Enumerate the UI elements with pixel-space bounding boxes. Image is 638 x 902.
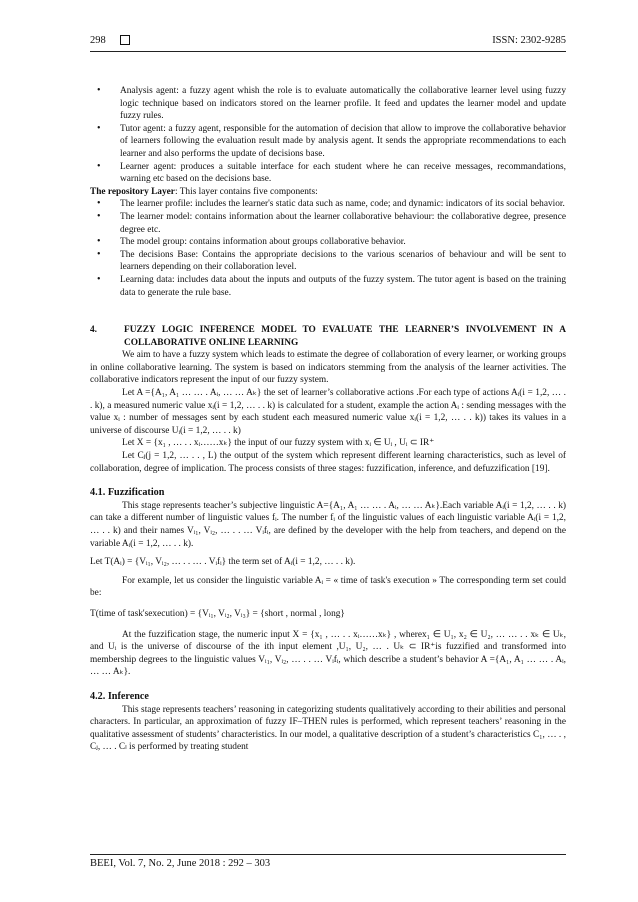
repository-text: : This layer contains five components:	[174, 186, 318, 197]
header-rule	[90, 51, 566, 52]
running-footer: BEEI, Vol. 7, No. 2, June 2018 : 292 – 303	[90, 858, 271, 869]
section-number: 4.	[90, 325, 98, 336]
subsection-4-2-heading: 4.2. Inference	[90, 690, 149, 702]
list-item: • Tutor agent: a fuzzy agent, responsible for the automation of decision that allow to improve the collaborative behavior of learners following the evaluation result made by analysis agent. It sends the appropriate recommendations to each learner and also performs the update of decisions base.	[90, 123, 566, 161]
list-item: • Learning data: includes data about the inputs and outputs of the fuzzy system. The tutor agent is based on the training data to generate the rule base.	[90, 274, 566, 299]
list-item: • Analysis agent: a fuzzy agent whish the role is to evaluate automatically the collaborative learner level using fuzzy logic technique based on indicators stored on the learner profile. It feed and updates the learner model and update fuzzy rules.	[90, 85, 566, 123]
paragraph: We aim to have a fuzzy system which leads to estimate the degree of collaboration of every learner, or working groups in online collaborative learning. The system is based on indicators stemming from the analysis of the learner activities. The collaborative indicators represent the input of our fuzzy system.	[90, 350, 566, 386]
paragraph: For example, let us consider the linguistic variable Aᵢ = « time of task's execution » The corresponding term set could be:	[90, 575, 566, 599]
footer-rule	[90, 854, 566, 855]
paragraph: Let T(Aᵢ) = {Vᵢ₁, Vᵢ₂, … . . … . Vᵢfᵢ} the term set of Aᵢ(i = 1,2, … . . k).	[90, 557, 356, 568]
running-header	[90, 33, 566, 47]
repository-list	[90, 198, 566, 299]
list-item: • The decisions Base: Contains the appropriate decisions to the various scenarios of behaviour and will be sent to learners depending on their collaboration level.	[90, 249, 566, 274]
agent-list	[90, 85, 566, 186]
paragraph: At the fuzzification stage, the numeric input X = {x₁ , … . . xᵢ……xₖ} , wherex₁ ∈ U₁, x₂ ∈ U₂, … … . . xₖ ∈ Uₖ, and Uᵢ is the universe of discourse of the ith input element ,U₁, U₂, … . Uₖ ⊂ IR⁺is fuzzified and transformed into membership degrees to the linguistic values Vᵢ₁, Vᵢ₂, … . . … Vᵢfᵢ, which describe a student’s behavior A ={A₁, A₁ … … . Aᵢ, … … Aₖ}.	[90, 629, 566, 678]
paragraph: Let X = {x₁ , … . . xᵢ……xₖ} the input of our fuzzy system with xᵢ ∈ Uᵢ , Uᵢ ⊂ IR⁺	[122, 438, 435, 449]
paragraph: This stage represents teacher’s subjective linguistic A={A₁, A₁ … … . Aᵢ, … … Aₖ}.Each variable Aᵢ(i = 1,2, … . . k) can take a different number of linguistic values fᵢ. The number fᵢ of the linguistic values of each linguistic variable Aᵢ(i = 1,2, … . . k) and their names Vᵢ₁, Vᵢ₂, … . . … Vᵢfᵢ, are defined by the developer with the help from teachers, and depend on the variable Aᵢ(i = 1,2, … . . k).	[90, 500, 566, 549]
list-item: • The learner profile: includes the learner's static data such as name, code; and dynamic: indicators of its social behavior.	[90, 198, 566, 211]
list-item: • The learner model: contains information about the learner collaborative behaviour: the collaborative degree, presence degree etc.	[90, 211, 566, 236]
repository-intro	[90, 186, 566, 199]
issn-label: ISSN: 2302-9285	[492, 34, 566, 46]
equation: T(time of task'sexecution) = {Vᵢ₁, Vᵢ₂, Vᵢ₃} = {short , normal , long}	[90, 608, 345, 619]
list-item: • The model group: contains information about groups collaborative behavior.	[90, 236, 566, 249]
square-box-icon	[120, 35, 130, 45]
paragraph: Let A ={A₁, A₁ … … . Aᵢ, … … Aₖ} the set of learner’s collaborative actions .For each type of actions Aᵢ(i = 1,2, … . . k), a measured numeric value xᵢ(i = 1,2, … . . k) is calculated for a student, example the action Aᵢ : sending messages with the value xᵢ : number of messages sent by each student each measured numeric value xᵢ(i = 1,2, … . . k)) takes its values in a universe of discourse Uᵢ(i = 1,2, … . . k)	[90, 388, 566, 436]
body-text	[90, 85, 566, 754]
repository-label: The repository Layer	[90, 186, 175, 197]
page-number: 298	[90, 34, 106, 46]
paragraph: This stage represents teachers’ reasoning in categorizing students qualitatively according to their abilities and personal characters. In particular, an approximation of fuzzy IF–THEN rules is performed, which represent teachers’ reasoning in the qualitative assessment of students’ characteristics. In our model, a qualitative description of a student’s characteristics C₁, … . , Cⱼ, … . Cₗ is performed by treating student	[90, 704, 566, 753]
subsection-4-1-heading: 4.1. Fuzzification	[90, 487, 165, 499]
section-4-heading	[90, 324, 566, 349]
paragraph: Let Cⱼ(j = 1,2, … . . , L) the output of the system which represent different learning characteristics, such as level of collaboration, degree of implication. The process consists of three stages: fuzzification, inference, and defuzzification [19].	[90, 451, 566, 474]
list-item: • Learner agent: produces a suitable interface for each student where he can receive messages, recommandations, warning etc based on the decisions base.	[90, 161, 566, 186]
section-title: FUZZY LOGIC INFERENCE MODEL TO EVALUATE THE LEARNER’S INVOLVEMENT IN A COLLABORATIVE ONLINE LEARNING	[124, 325, 566, 348]
